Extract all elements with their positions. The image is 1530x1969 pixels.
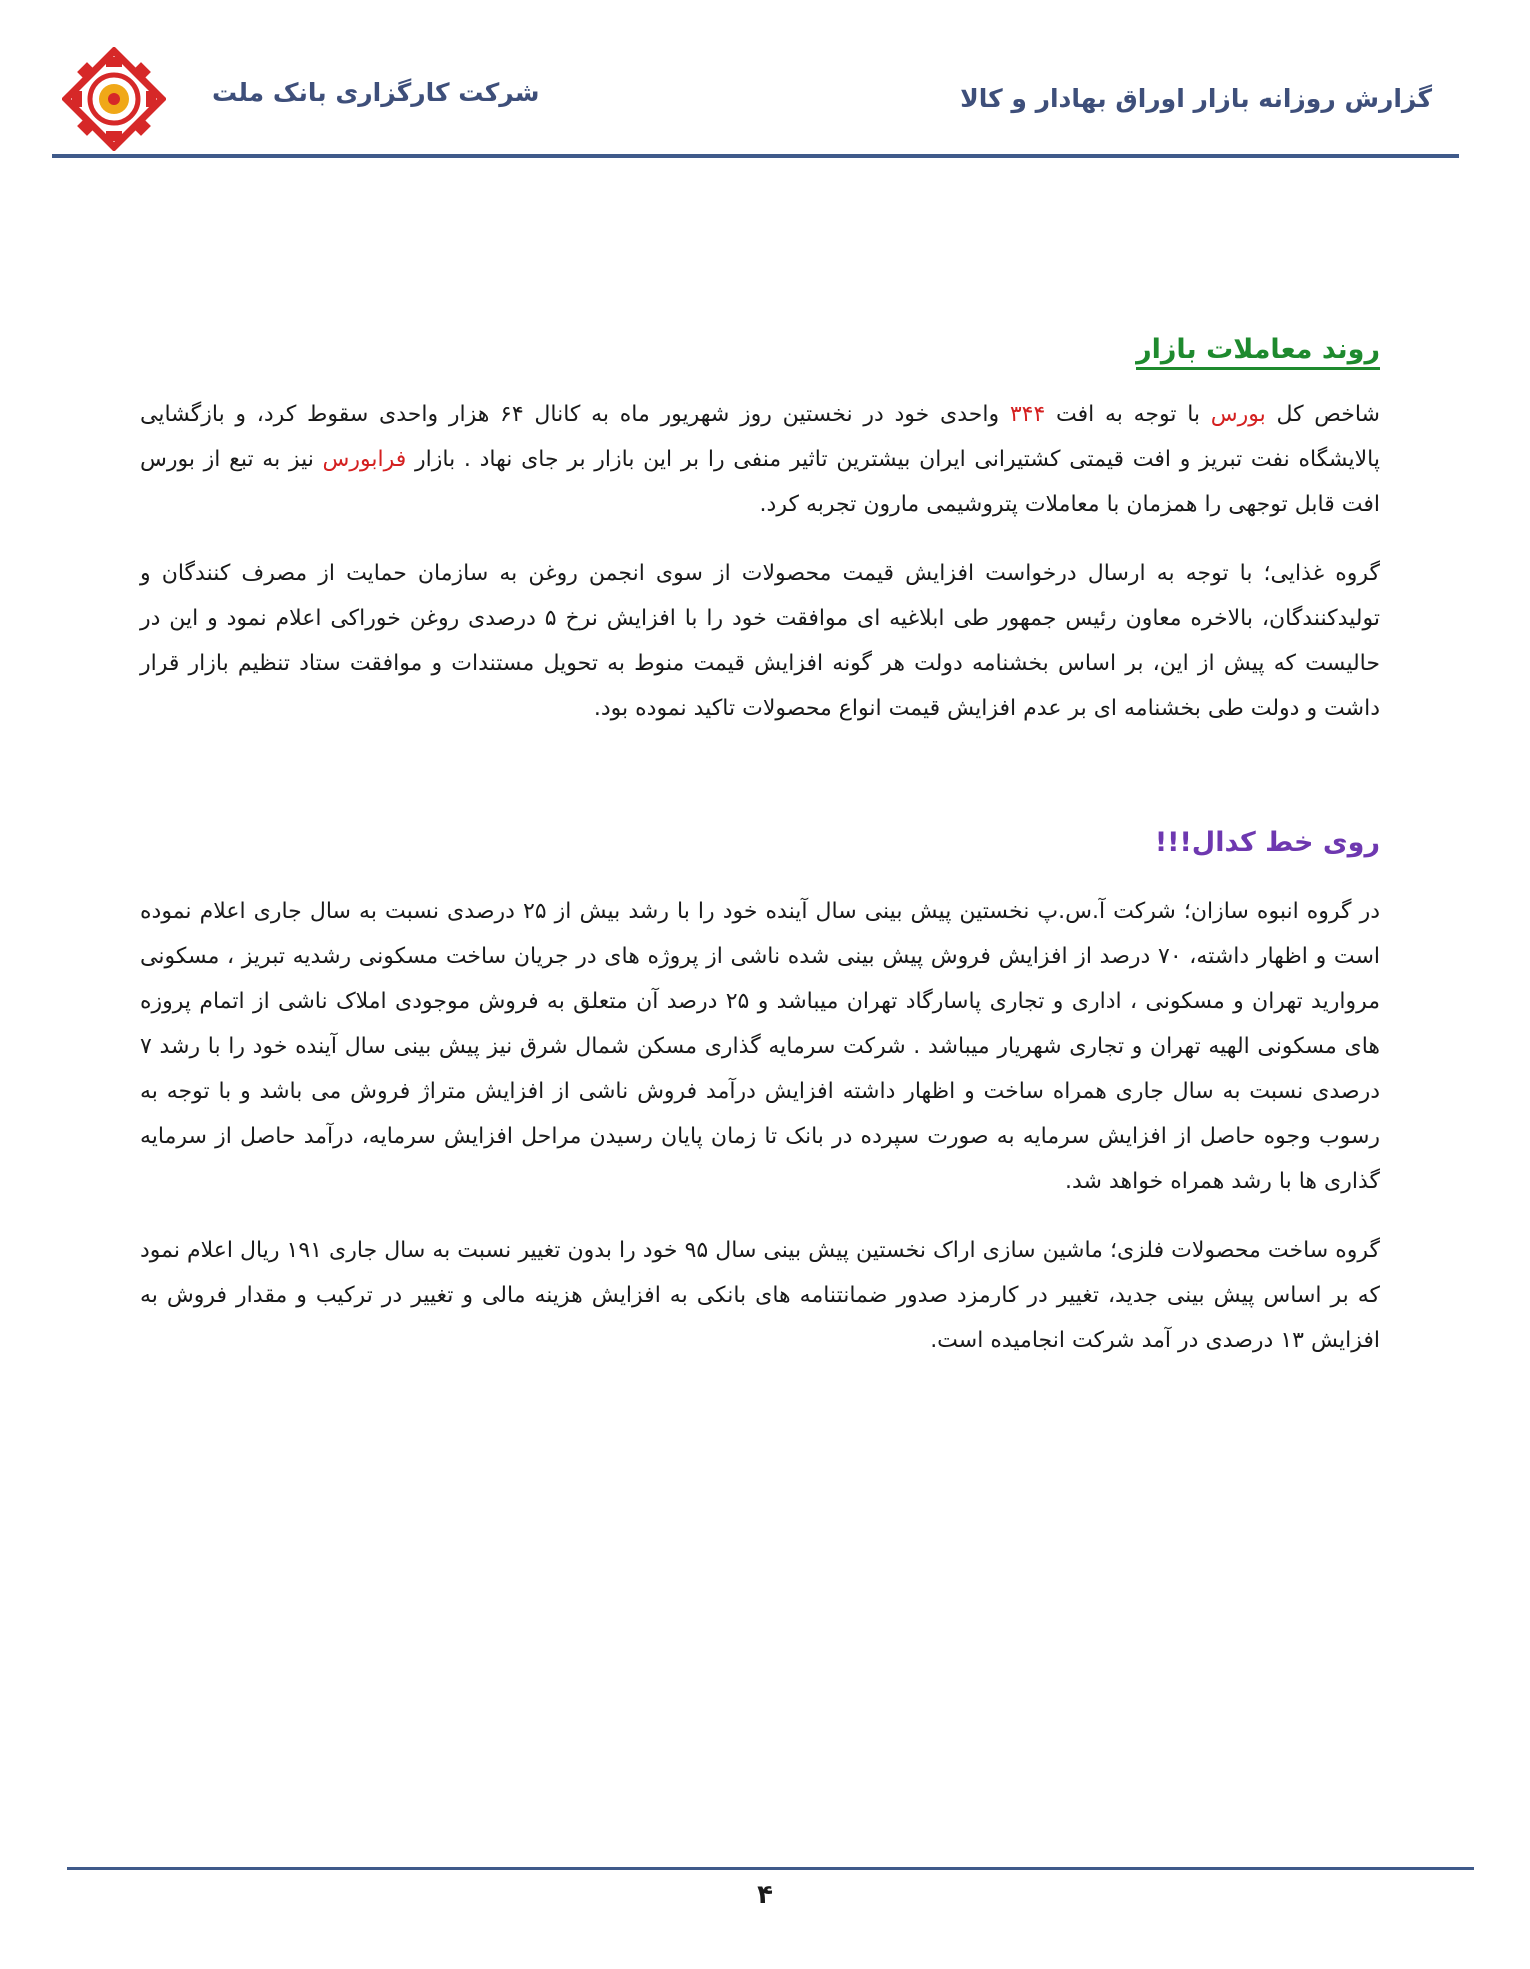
header-divider xyxy=(52,154,1459,158)
page-content xyxy=(140,330,1380,1363)
section-heading-market-trend-text: روند معاملات بازار xyxy=(1136,334,1380,370)
highlight-bourse: بورس xyxy=(1210,402,1266,427)
page-header xyxy=(0,0,1530,160)
text-run: واحدی خود در نخستین روز شهریور ماه به کانال ۶۴ هزار واحدی سقوط کرد، و بازگشایی پالایشگاه نفت تبریز و افت قیمتی کشتیرانی ایران بیشترین تاثیر منفی را بر این بازار بر جای نهاد . بازار xyxy=(140,402,1380,472)
text-run: شاخص کل xyxy=(1265,402,1380,427)
text-run: با توجه به افت xyxy=(1045,402,1211,427)
bank-mellat-logo-icon xyxy=(62,47,166,151)
footer-divider xyxy=(67,1867,1474,1870)
paragraph-metal-products: گروه ساخت محصولات فلزی؛ ماشین سازی اراک نخستین پیش بینی سال ۹۵ خود را بدون تغییر نسبت به سال جاری ۱۹۱ ریال اعلام نمود که بر اساس پیش بینی جدید، تغییر در کارمزد صدور ضمانتنامه های بانکی به افزایش هزینه مالی و تغییر در ترکیب و مقدار فروش به افزایش ۱۳ درصدی در آمد شرکت انجامیده است. xyxy=(140,1238,1381,1353)
paragraph-mass-builders: در گروه انبوه سازان؛ شرکت آ.س.پ نخستین پیش بینی سال آینده خود را با رشد بیش از ۲۵ درصدی نسبت به سال جاری اعلام نموده است و اظهار داشته، ۷۰ درصد از افزایش فروش پیش بینی شده ناشی از پروژه های در جریان ساخت مسکونی رشدیه تبریز ، مسکونی مروارید تهران و مسکونی ، اداری و تجاری پاسارگاد تهران میباشد و ۲۵ درصد آن متعلق به فروش موجودی املاک ناشی از اتمام پروزه های مسکونی الهیه تهران و تجاری شهریار میباشد . شرکت سرمایه گذاری مسکن شمال شرق نیز پیش بینی سال آینده خود را با رشد ۷ درصدی نسبت به سال جاری همراه ساخت و اظهار داشته افزایش درآمد فروش ناشی از افزایش متراژ فروش می باشد و با توجه به رسوب وجوه حاصل از افزایش سرمایه به صورت سپرده در بانک تا زمان پایان رسیدن مراحل افزایش سرمایه، درآمد حاصل از سرمایه گذاری ها با رشد همراه خواهد شد. xyxy=(140,899,1380,1194)
report-title: گزارش روزانه بازار اوراق بهادار و کالا xyxy=(960,84,1432,113)
spacer xyxy=(140,863,1380,889)
highlight-farabourse: فرابورس xyxy=(322,447,407,472)
paragraph-market-index xyxy=(140,392,1380,527)
highlight-index-drop: ۳۴۴ xyxy=(1009,402,1046,427)
paragraph-food-group: گروه غذایی؛ با توجه به ارسال درخواست افزایش قیمت محصولات از سوی انجمن روغن به سازمان حمایت از مصرف کنندگان و تولیدکنندگان، بالاخره معاون رئیس جمهور طی ابلاغیه ای موافقت خود را با افزایش نرخ ۵ درصدی روغن خوراکی اعلام نمود و این در حالیست که پیش از این، بر اساس بخشنامه دولت هر گونه افزایش قیمت منوط به تحویل مستندات و موافقت ستاد تنظیم بازار قرار داشت و دولت طی بخشنامه ای بر عدم افزایش قیمت انواع محصولات تاکید نموده بود. xyxy=(140,561,1380,721)
section-heading-codal: روی خط کدال!!! xyxy=(1154,827,1380,858)
spacer xyxy=(140,370,1380,392)
spacer xyxy=(140,731,1380,823)
section-heading-market-trend xyxy=(140,330,1380,370)
spacer xyxy=(140,1204,1380,1228)
page-number: ۴ xyxy=(757,1880,773,1910)
company-name: شرکت کارگزاری بانک ملت xyxy=(212,78,540,107)
text-run: نیز به تبع از بورس افت قابل توجهی را همزمان با معاملات پتروشیمی مارون تجربه کرد. xyxy=(140,447,1380,517)
spacer xyxy=(140,527,1380,551)
